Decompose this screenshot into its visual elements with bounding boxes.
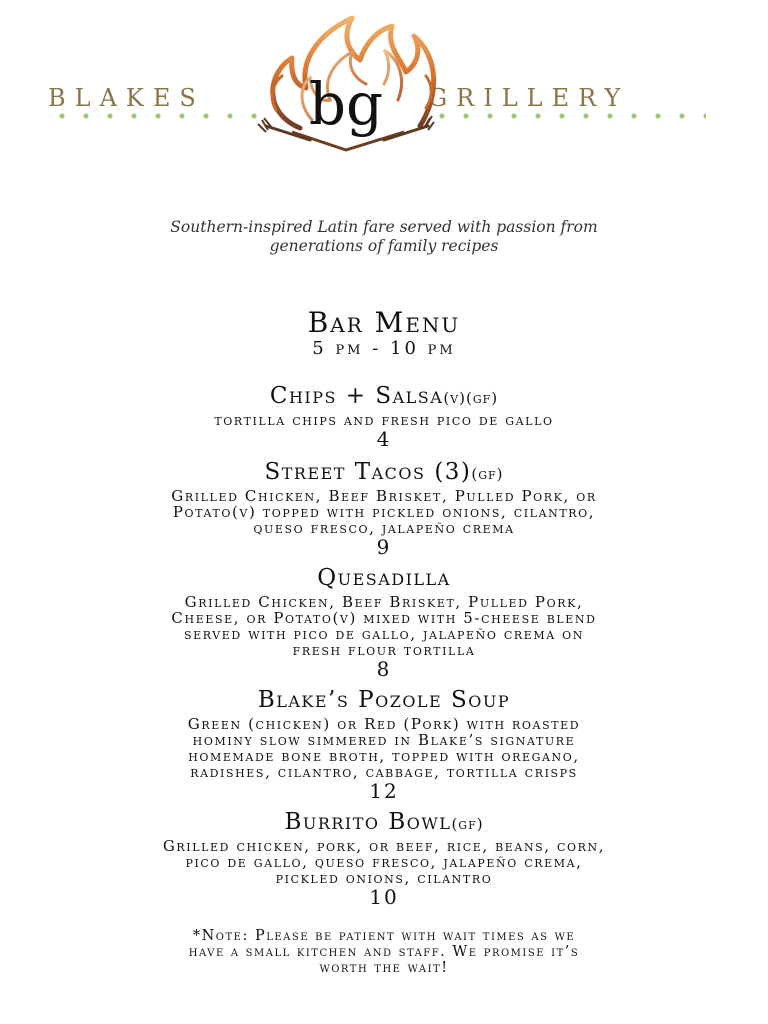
tagline bbox=[0, 218, 768, 256]
wait-time-note: *Note: Please be patient with wait times as we have a small kitchen and staff. We promise it’s worth the wait! bbox=[188, 928, 580, 976]
item-tags: (v)(gf) bbox=[443, 389, 499, 407]
item-description: Grilled Chicken, Beef Brisket, Pulled Pork, or Potato(v) topped with pickled onions, cilantro, queso fresco, jalapeño crema bbox=[171, 487, 597, 537]
logo-monogram: bg bbox=[308, 70, 384, 138]
item-price: 9 bbox=[376, 535, 392, 559]
menu-item bbox=[0, 686, 768, 802]
item-name: Street Tacos (3)(gf) bbox=[264, 459, 504, 485]
menu-item bbox=[0, 564, 768, 680]
logo bbox=[0, 0, 768, 170]
item-name: Quesadilla bbox=[317, 565, 451, 591]
item-description: Green (chicken) or Red (Pork) with roasted hominy slow simmered in Blake’s signature homemade bone broth, topped with oregano, radishes, cilantro, cabbage, tortilla crisps bbox=[187, 715, 581, 781]
item-name: Chips + Salsa(v)(gf) bbox=[269, 383, 499, 409]
menu-hours: 5 pm - 10 pm bbox=[312, 338, 456, 359]
item-price: 8 bbox=[376, 657, 392, 681]
item-name: Burrito Bowl(gf) bbox=[284, 809, 484, 835]
item-price: 10 bbox=[369, 885, 399, 909]
item-description: Grilled chicken, pork, or beef, rice, beans, corn, pico de gallo, queso fresco, jalapeño crema, pickled onions, cilantro bbox=[162, 837, 606, 887]
item-description: tortilla chips and fresh pico de gallo bbox=[214, 411, 554, 429]
item-price: 12 bbox=[369, 779, 399, 803]
logo-word-left: BLAKES bbox=[48, 84, 205, 112]
menu-title: Bar Menu bbox=[307, 306, 461, 339]
menu-item bbox=[0, 382, 768, 450]
tagline-line-1: Southern-inspired Latin fare served with passion from bbox=[170, 218, 598, 236]
item-tags: (gf) bbox=[451, 815, 484, 833]
flame-logo-icon bbox=[0, 0, 768, 170]
menu-item bbox=[0, 808, 768, 908]
item-description: Grilled Chicken, Beef Brisket, Pulled Pork, Cheese, or Potato(v) mixed with 5-cheese blend served with pico de gallo, jalapeño crema on fresh flour tortilla bbox=[171, 593, 597, 659]
item-price: 4 bbox=[376, 427, 392, 451]
tagline-line-2: generations of family recipes bbox=[269, 237, 499, 255]
menu-item bbox=[0, 458, 768, 558]
item-tags: (gf) bbox=[471, 465, 504, 483]
logo-word-right: GRILLERY bbox=[428, 84, 630, 112]
item-name: Blake’s Pozole Soup bbox=[257, 687, 511, 713]
